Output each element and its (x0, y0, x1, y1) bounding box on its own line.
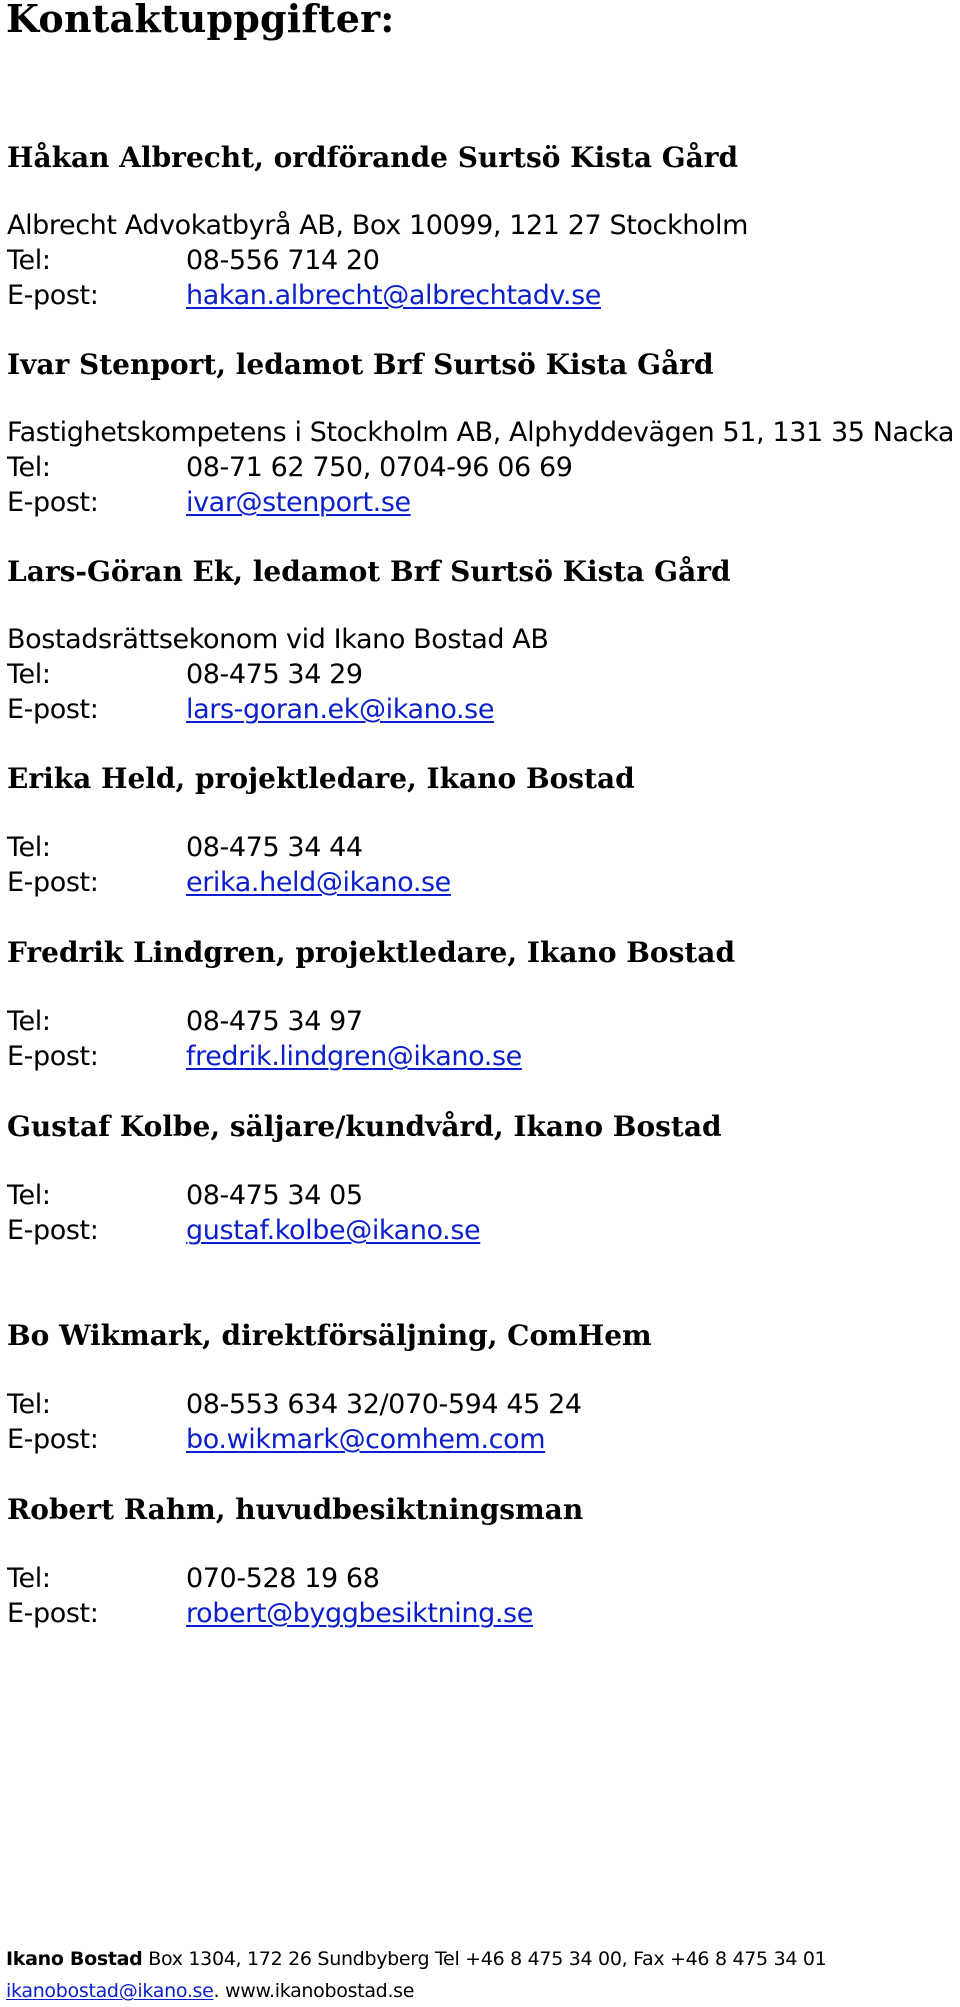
spacer (7, 175, 957, 209)
email-link[interactable]: bo.wikmark@comhem.com (186, 1424, 546, 1455)
tel-value: 08-475 34 29 (186, 659, 363, 690)
spacer (7, 382, 957, 416)
contact-name: Lars-Göran Ek, ledamot Brf Surtsö Kista Gård (7, 555, 731, 588)
email-link[interactable]: fredrik.lindgren@ikano.se (186, 1041, 522, 1072)
tel-row (7, 1004, 957, 1039)
email-link[interactable]: erika.held@ikano.se (186, 867, 451, 898)
footer-contact-line (6, 1975, 826, 2007)
email-link[interactable]: lars-goran.ek@ikano.se (186, 694, 495, 725)
contact-card-hakan-albrecht (7, 141, 957, 313)
tel-value: 08-556 714 20 (186, 245, 380, 276)
contact-card-ivar-stenport (7, 348, 957, 520)
spacer (7, 1527, 957, 1561)
email-label: E-post: (7, 487, 99, 518)
tel-row (7, 657, 957, 692)
tel-label: Tel: (7, 1389, 51, 1420)
email-row (7, 1422, 957, 1457)
tel-value: 08-475 34 05 (186, 1180, 363, 1211)
tel-row (7, 1387, 957, 1422)
contact-card-fredrik-lindgren (7, 936, 957, 1074)
tel-value: 08-553 634 32/070-594 45 24 (186, 1389, 582, 1420)
contact-name: Robert Rahm, huvudbesiktningsman (7, 1493, 584, 1526)
spacer (7, 970, 957, 1004)
spacer (7, 1144, 957, 1178)
footer-brand: Ikano Bostad (6, 1948, 143, 1970)
email-label: E-post: (7, 1215, 99, 1246)
contact-organization: Fastighetskompetens i Stockholm AB, Alphyddevägen 51, 131 35 Nacka (7, 417, 954, 448)
footer-address-line (6, 1943, 826, 1975)
spacer (7, 589, 957, 623)
email-row (7, 865, 957, 900)
footer-website[interactable]: www.ikanobostad.se (225, 1980, 415, 2002)
tel-label: Tel: (7, 452, 51, 483)
contact-name: Håkan Albrecht, ordförande Surtsö Kista Gård (7, 141, 739, 174)
contact-card-lars-goran-ek (7, 555, 957, 727)
contact-organization: Albrecht Advokatbyrå AB, Box 10099, 121 27 Stockholm (7, 210, 749, 241)
tel-row (7, 243, 957, 278)
tel-row (7, 1561, 957, 1596)
tel-label: Tel: (7, 245, 51, 276)
tel-value: 070-528 19 68 (186, 1563, 380, 1594)
page-title: Kontaktuppgifter: (6, 0, 395, 41)
email-row (7, 1213, 957, 1248)
email-label: E-post: (7, 1041, 99, 1072)
tel-label: Tel: (7, 1563, 51, 1594)
contact-name: Erika Held, projektledare, Ikano Bostad (7, 762, 635, 795)
contact-organization: Bostadsrättsekonom vid Ikano Bostad AB (7, 624, 549, 655)
contact-card-robert-rahm (7, 1493, 957, 1631)
footer-email-link[interactable]: ikanobostad@ikano.se (6, 1980, 214, 2002)
spacer (7, 1353, 957, 1387)
tel-label: Tel: (7, 1006, 51, 1037)
page-footer (6, 1943, 826, 2007)
email-label: E-post: (7, 867, 99, 898)
contact-name: Ivar Stenport, ledamot Brf Surtsö Kista Gård (7, 348, 714, 381)
email-label: E-post: (7, 1424, 99, 1455)
tel-value: 08-475 34 97 (186, 1006, 363, 1037)
email-link[interactable]: gustaf.kolbe@ikano.se (186, 1215, 481, 1246)
email-row (7, 278, 957, 313)
email-link[interactable]: ivar@stenport.se (186, 487, 411, 518)
email-link[interactable]: hakan.albrecht@albrechtadv.se (186, 280, 601, 311)
tel-row (7, 1178, 957, 1213)
email-row (7, 692, 957, 727)
tel-value: 08-71 62 750, 0704-96 06 69 (186, 452, 573, 483)
tel-label: Tel: (7, 659, 51, 690)
contact-name: Gustaf Kolbe, säljare/kundvård, Ikano Bostad (7, 1110, 722, 1143)
email-link[interactable]: robert@byggbesiktning.se (186, 1598, 533, 1629)
email-row (7, 1596, 957, 1631)
tel-label: Tel: (7, 1180, 51, 1211)
tel-label: Tel: (7, 832, 51, 863)
email-row (7, 485, 957, 520)
contact-card-erika-held (7, 762, 957, 900)
contact-card-gustaf-kolbe (7, 1110, 957, 1248)
email-label: E-post: (7, 1598, 99, 1629)
contact-card-bo-wikmark (7, 1319, 957, 1457)
contact-name: Bo Wikmark, direktförsäljning, ComHem (7, 1319, 652, 1352)
email-label: E-post: (7, 280, 99, 311)
footer-separator: . (213, 1980, 226, 2002)
contact-name: Fredrik Lindgren, projektledare, Ikano Bostad (7, 936, 736, 969)
footer-address: Box 1304, 172 26 Sundbyberg Tel +46 8 475 34 00, Fax +46 8 475 34 01 (142, 1948, 827, 1970)
spacer (7, 796, 957, 830)
email-label: E-post: (7, 694, 99, 725)
tel-value: 08-475 34 44 (186, 832, 363, 863)
tel-row (7, 450, 957, 485)
tel-row (7, 830, 957, 865)
email-row (7, 1039, 957, 1074)
